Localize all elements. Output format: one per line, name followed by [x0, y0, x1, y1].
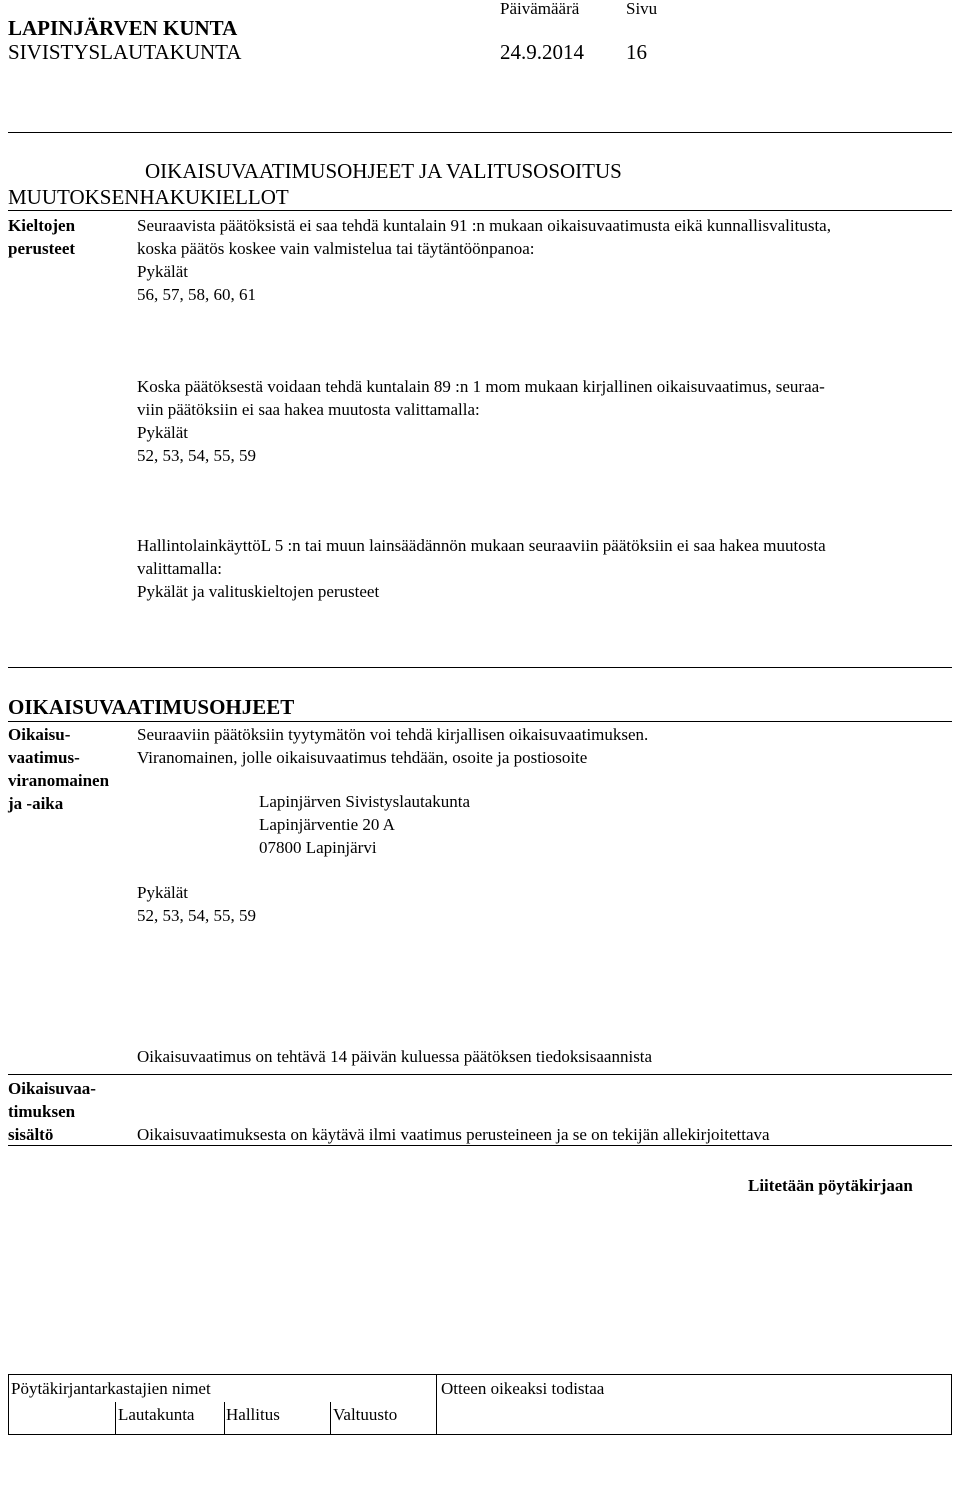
paragraph-line: valittamalla:	[137, 559, 222, 578]
side-label: Oikaisuvaa-	[8, 1079, 96, 1098]
paragraph-line: koska päätös koskee vain valmistelua tai täytäntöönpanoa:	[137, 239, 535, 258]
col-valtuusto: Valtuusto	[333, 1405, 398, 1424]
col-lautakunta: Lautakunta	[118, 1405, 195, 1424]
side-label: sisältö	[8, 1125, 54, 1144]
section-divider	[8, 1145, 952, 1146]
deadline-text: Oikaisuvaatimus on tehtävä 14 päivän kuluessa päätöksen tiedoksisaannista	[137, 1047, 653, 1066]
authority-postcode: 07800 Lapinjärvi	[259, 838, 377, 857]
sections-label: Pykälät	[137, 262, 188, 281]
column-divider	[115, 1402, 116, 1435]
side-label: timuksen	[8, 1102, 76, 1121]
authority-street: Lapinjärventie 20 A	[259, 815, 395, 834]
certified-label: Otteen oikeaksi todistaa	[441, 1379, 605, 1398]
signature-box	[8, 1374, 952, 1435]
col-hallitus: Hallitus	[226, 1405, 280, 1424]
main-title: OIKAISUVAATIMUSOHJEET JA VALITUSOSOITUS	[145, 159, 622, 183]
appeal-restrictions-heading: MUUTOKSENHAKUKIELLOT	[8, 185, 289, 209]
paragraph-line: Viranomainen, jolle oikaisuvaatimus tehdään, osoite ja postiosoite	[137, 748, 588, 767]
rectification-heading: OIKAISUVAATIMUSOHJEET	[8, 695, 295, 719]
column-divider	[224, 1402, 225, 1435]
sections-list: 52, 53, 54, 55, 59	[137, 906, 256, 925]
sections-list: 52, 53, 54, 55, 59	[137, 446, 256, 465]
content-text: Oikaisuvaatimuksesta on käytävä ilmi vaatimus perusteineen ja se on tekijän allekirjoitettava	[137, 1125, 770, 1144]
page-label: Sivu	[626, 0, 658, 18]
header-divider	[8, 132, 952, 133]
org-name: LAPINJÄRVEN KUNTA	[8, 16, 238, 40]
column-divider	[330, 1402, 331, 1435]
paragraph-line: Seuraavista päätöksistä ei saa tehdä kuntalain 91 :n mukaan oikaisuvaatimusta eikä kunnallisvalitusta,	[137, 216, 831, 235]
sections-list: 56, 57, 58, 60, 61	[137, 285, 256, 304]
board-name: SIVISTYSLAUTAKUNTA	[8, 40, 242, 64]
section-divider	[8, 721, 952, 722]
section-divider	[8, 210, 952, 211]
side-label: vaatimus-	[8, 748, 80, 767]
sections-label: Pykälät	[137, 883, 188, 902]
side-label: viranomainen	[8, 771, 110, 790]
reviewers-label: Pöytäkirjantarkastajien nimet	[11, 1379, 211, 1398]
paragraph-line: Koska päätöksestä voidaan tehdä kuntalain 89 :n 1 mom mukaan kirjallinen oikaisuvaatimus, seuraa-	[137, 377, 825, 396]
paragraph-line: HallintolainkäyttöL 5 :n tai muun lainsäädännön mukaan seuraaviin päätöksiin ei saa hakea muutosta	[137, 536, 826, 555]
side-label: Oikaisu-	[8, 725, 71, 744]
paragraph-line: viin päätöksiin ei saa hakea muutosta valittamalla:	[137, 400, 480, 419]
side-label: perusteet	[8, 239, 76, 258]
paragraph-line: Pykälät ja valituskieltojen perusteet	[137, 582, 380, 601]
date-label: Päivämäärä	[500, 0, 580, 18]
side-label: ja -aika	[8, 794, 64, 813]
sections-label: Pykälät	[137, 423, 188, 442]
attachment-note: Liitetään pöytäkirjaan	[748, 1176, 913, 1195]
section-divider	[8, 667, 952, 668]
paragraph-line: Seuraaviin päätöksiin tyytymätön voi tehdä kirjallisen oikaisuvaatimuksen.	[137, 725, 649, 744]
authority-name: Lapinjärven Sivistyslautakunta	[259, 792, 471, 811]
page-number: 16	[626, 40, 647, 64]
section-divider	[8, 1074, 952, 1075]
side-label: Kieltojen	[8, 216, 76, 235]
reviewers-cell	[9, 1375, 437, 1434]
date-value: 24.9.2014	[500, 40, 584, 64]
